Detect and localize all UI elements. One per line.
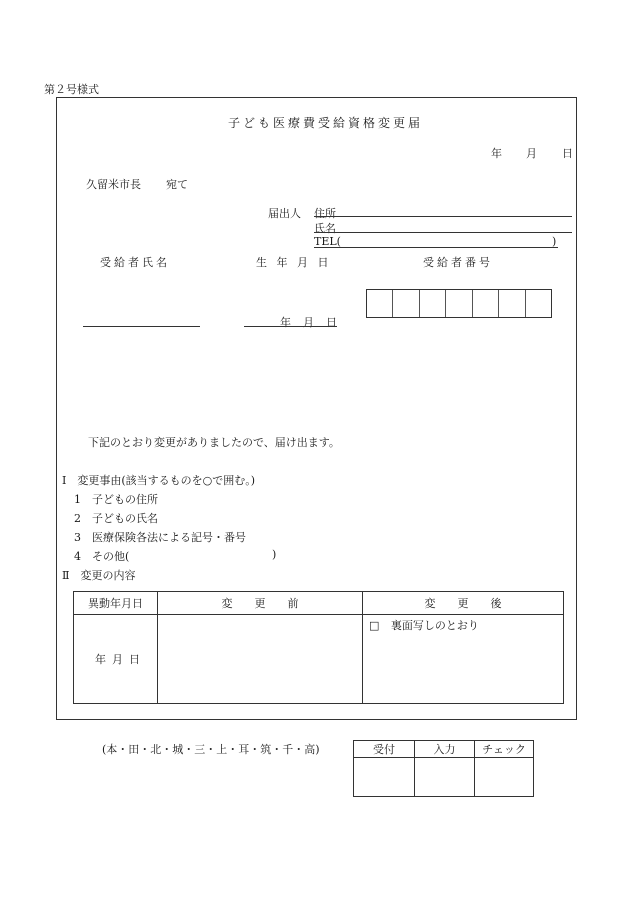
name-field[interactable] [314, 232, 572, 233]
before-cell[interactable] [158, 615, 363, 704]
date-day: 日 [562, 147, 573, 160]
tel-field[interactable] [314, 247, 558, 248]
section1-title: Ⅰ 変更事由(該当するものを○で囲む。) [62, 474, 256, 487]
tel-close: ) [552, 235, 557, 248]
header-received: 受付 [354, 741, 415, 758]
change-table [73, 591, 564, 704]
recipient-name-header: 受給者氏名 [100, 256, 170, 269]
digit-box[interactable] [393, 290, 419, 317]
reason-item-4: 4 その他( [74, 550, 130, 563]
after-cell[interactable] [363, 615, 564, 704]
recipient-number-boxes[interactable] [366, 289, 552, 318]
digit-box[interactable] [473, 290, 499, 317]
digit-box[interactable] [526, 290, 551, 317]
received-stamp-cell [354, 758, 415, 797]
address-field[interactable] [314, 216, 572, 217]
statement-text: 下記のとおり変更がありましたので、届け出ます。 [88, 436, 340, 449]
addressee-suffix: 宛て [166, 178, 188, 191]
branch-list: (本・田・北・城・三・上・耳・筑・千・高) [102, 743, 320, 756]
birth-field[interactable] [244, 326, 337, 327]
header-before: 変 更 前 [158, 592, 363, 615]
section2-title: Ⅱ 変更の内容 [62, 569, 136, 582]
digit-box[interactable] [420, 290, 446, 317]
input-stamp-cell [415, 758, 475, 797]
birth-day: 日 [326, 316, 337, 329]
header-after: 変 更 後 [363, 592, 564, 615]
reason-item-3: 3 医療保険各法による記号・番号 [74, 531, 246, 544]
recipient-number-header: 受給者番号 [423, 256, 493, 269]
addressee-mayor: 久留米市長 [86, 178, 141, 191]
address-label: 住所 [314, 207, 336, 220]
applicant-label: 届出人 [268, 207, 301, 220]
office-use-table [353, 740, 534, 797]
digit-box[interactable] [446, 290, 472, 317]
birth-year: 年 [280, 316, 291, 329]
check-stamp-cell [475, 758, 534, 797]
birth-header: 生 年 月 日 [256, 256, 332, 269]
form-number: 第２号様式 [44, 83, 99, 96]
reason-item-2: 2 子どもの氏名 [74, 512, 158, 525]
header-change-date: 異動年月日 [74, 592, 158, 615]
header-input: 入力 [415, 741, 475, 758]
tel-label: TEL( [314, 235, 341, 248]
digit-box[interactable] [499, 290, 525, 317]
date-year: 年 [491, 147, 502, 160]
change-day: 日 [129, 653, 140, 666]
reverse-copy-text: 裏面写しのとおり [390, 619, 479, 632]
recipient-name-field[interactable] [83, 326, 200, 327]
name-label: 氏名 [314, 222, 336, 235]
date-month: 月 [526, 147, 537, 160]
digit-box[interactable] [367, 290, 393, 317]
reverse-copy-checkbox[interactable]: □ [369, 619, 380, 632]
change-month: 月 [112, 653, 123, 666]
reason-item-1: 1 子どもの住所 [74, 493, 158, 506]
reason-other-close: ) [272, 548, 277, 561]
change-year: 年 [95, 653, 106, 666]
header-check: チェック [475, 741, 534, 758]
change-date-cell[interactable] [74, 615, 158, 704]
birth-month: 月 [303, 316, 314, 329]
form-title: 子ども医療費受給資格変更届 [228, 116, 424, 130]
